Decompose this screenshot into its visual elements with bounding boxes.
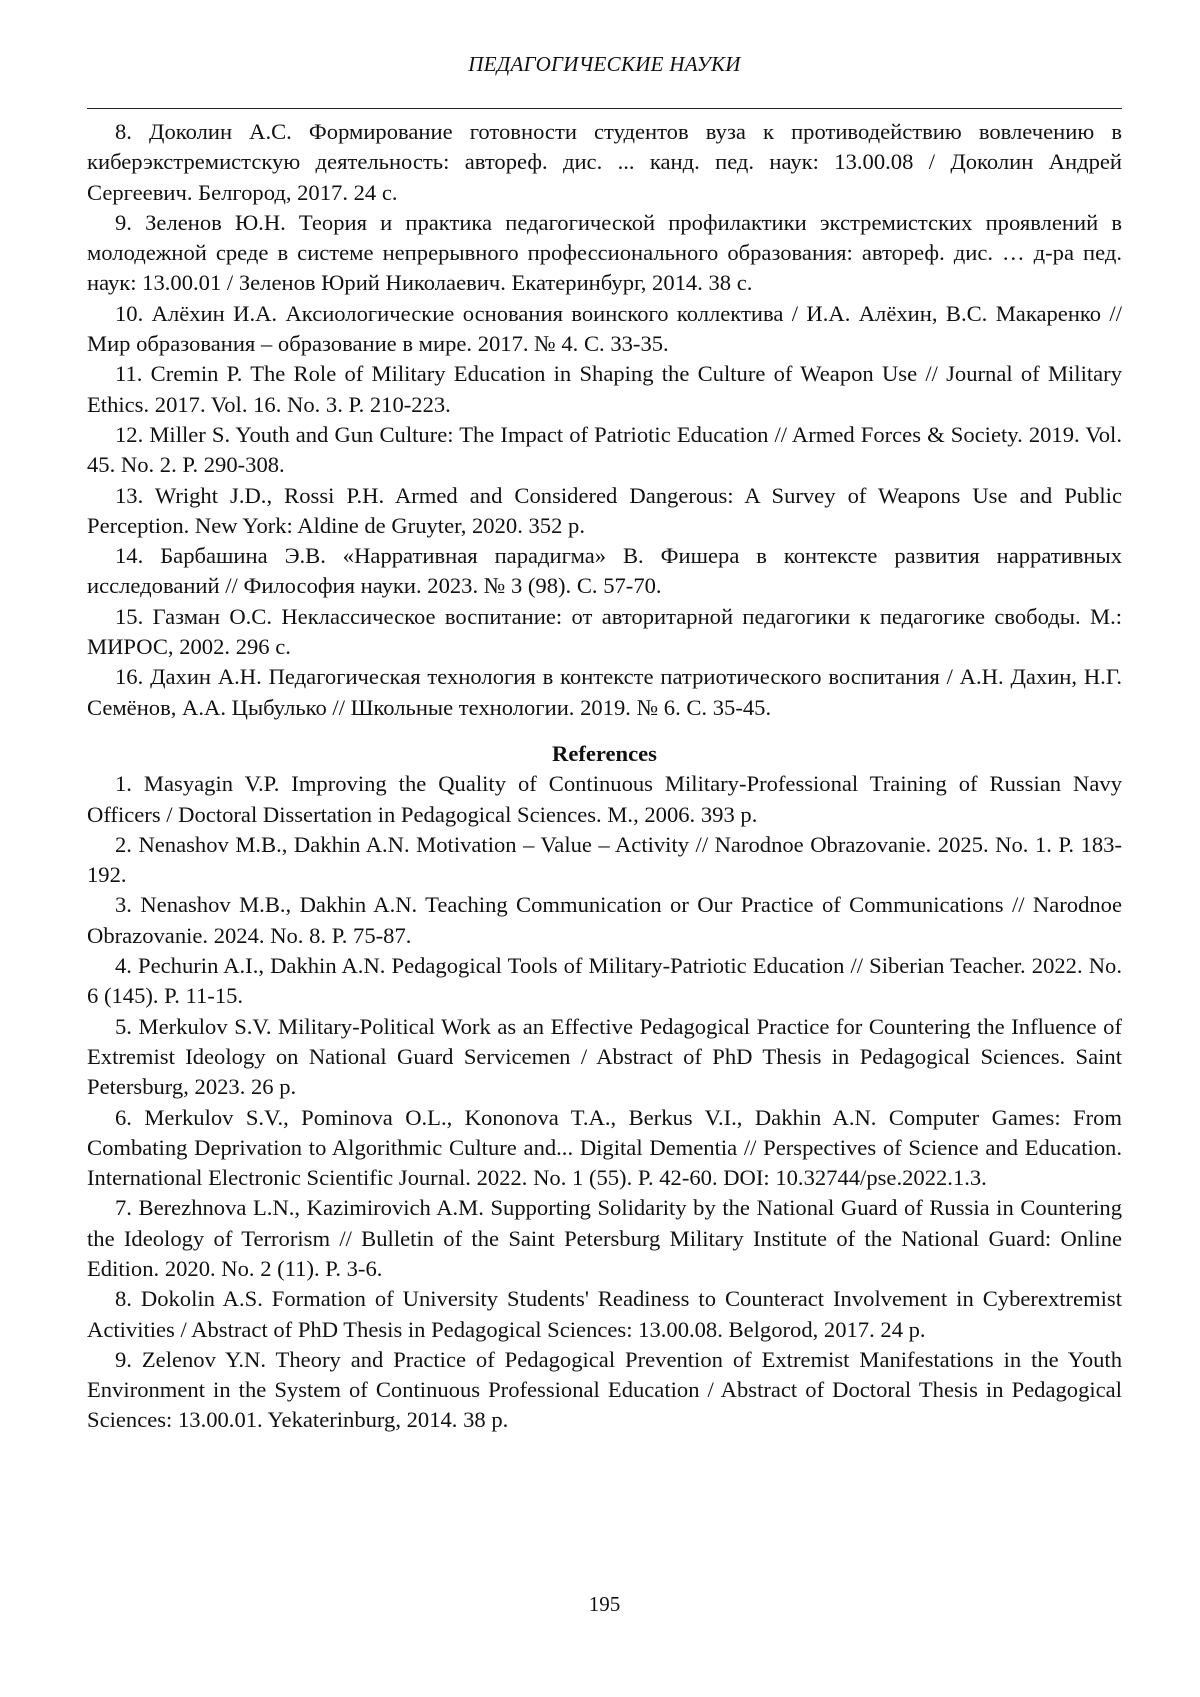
header-divider (87, 108, 1122, 109)
reference-entry: 1. Masyagin V.P. Improving the Quality of Continuous Military-Professional Training of Russian Navy Officers / Doctoral Dissertation in Pedagogical Sciences. M., 2006. 393 p. (87, 771, 1122, 827)
references-list (87, 769, 1122, 1436)
reference-entry: 9. Zelenov Y.N. Theory and Practice of Pedagogical Prevention of Extremist Manifestations in the Youth Environment in the System of Continuous Professional Education / Abstract of Doctoral Thesis in Pedagogical Sciences: 13.00.01. Yekaterinburg, 2014. 38 p. (87, 1346, 1122, 1433)
reference-entry: 4. Pechurin A.I., Dakhin A.N. Pedagogical Tools of Military-Patriotic Education // Siberian Teacher. 2022. No. 6 (145). P. 11-15. (87, 953, 1122, 1009)
reference-entry: 8. Dokolin A.S. Formation of University Students' Readiness to Counteract Involvement in Cyberextremist Activities / Abstract of PhD Thesis in Pedagogical Sciences: 13.00.08. Belgorod, 2017. 24 p. (87, 1286, 1122, 1342)
reference-entry: 5. Merkulov S.V. Military-Political Work as an Effective Pedagogical Practice for Countering the Influence of Extremist Ideology on National Guard Servicemen / Abstract of PhD Thesis in Pedagogical Sciences. Saint Petersburg, 2023. 26 p. (87, 1013, 1122, 1100)
reference-entry: 2. Nenashov M.B., Dakhin A.N. Motivation – Value – Activity // Narodnoe Obrazovanie. 2025. No. 1. P. 183-192. (87, 831, 1122, 888)
literature-entry: 12. Miller S. Youth and Gun Culture: The Impact of Patriotic Education // Armed Forces & Society. 2019. Vol. 45. No. 2. P. 290-308. (87, 421, 1122, 478)
reference-entry: 6. Merkulov S.V., Pominova O.L., Kononova T.A., Berkus V.I., Dakhin A.N. Computer Games: From Combating Deprivation to Algorithmic Culture and... Digital Dementia // Perspectives of Science and Education. International Electronic Scientific Journal. 2022. No. 1 (55). P. 42-60. DOI: 10.32744/pse.2022.1.3. (87, 1104, 1122, 1191)
references-heading: References (552, 740, 657, 766)
literature-entry: 13. Wright J.D., Rossi P.H. Armed and Considered Dangerous: A Survey of Weapons Use and Public Perception. New York: Aldine de Gruyter, 2020. 352 p. (87, 482, 1122, 538)
literature-list (87, 117, 1122, 723)
literature-entry: 14. Барбашина Э.В. «Нарративная парадигма» В. Фишера в контексте развития нарративных исследований // Философия науки. 2023. № 3 (98). С. 57-70. (87, 543, 1122, 599)
literature-entry: 10. Алёхин И.А. Аксиологические основания воинского коллектива / И.А. Алёхин, В.С. Макаренко // Мир образования – образование в мире. 2017. № 4. С. 33-35. (87, 300, 1122, 357)
literature-entry: 8. Доколин А.С. Формирование готовности студентов вуза к противодействию вовлечению в киберэкстремистскую деятельность: автореф. дис. ... канд. пед. наук: 13.00.08 / Доколин Андрей Сергеевич. Белгород, 2017. 24 с. (87, 119, 1122, 205)
literature-entry: 15. Газман О.С. Неклассическое воспитание: от авторитарной педагогики к педагогике свободы. М.: МИРОС, 2002. 296 с. (87, 603, 1122, 660)
running-header: ПЕДАГОГИЧЕСКИЕ НАУКИ (468, 52, 741, 76)
literature-entry: 11. Cremin P. The Role of Military Education in Shaping the Culture of Weapon Use // Journal of Military Ethics. 2017. Vol. 16. No. 3. P. 210-223. (87, 361, 1122, 417)
reference-entry: 3. Nenashov M.B., Dakhin A.N. Teaching Communication or Our Practice of Communications // Narodnoe Obrazovanie. 2024. No. 8. P. 75-87. (87, 892, 1122, 948)
reference-entry: 7. Berezhnova L.N., Kazimirovich A.M. Supporting Solidarity by the National Guard of Russia in Countering the Ideology of Terrorism // Bulletin of the Saint Petersburg Military Institute of the National Guard: Online Edition. 2020. No. 2 (11). P. 3-6. (87, 1195, 1122, 1281)
literature-entry: 16. Дахин А.Н. Педагогическая технология в контексте патриотического воспитания / А.Н. Дахин, Н.Г. Семёнов, А.А. Цыбулько // Школьные технологии. 2019. № 6. С. 35-45. (87, 664, 1122, 720)
literature-entry: 9. Зеленов Ю.Н. Теория и практика педагогической профилактики экстремистских проявлений в молодежной среде в системе непрерывного профессионального образования: автореф. дис. … д-ра пед. наук: 13.00.01 / Зеленов Юрий Николаевич. Екатеринбург, 2014. 38 с. (87, 209, 1122, 296)
reference-content (87, 117, 1122, 1436)
page-number: 195 (588, 1592, 621, 1616)
